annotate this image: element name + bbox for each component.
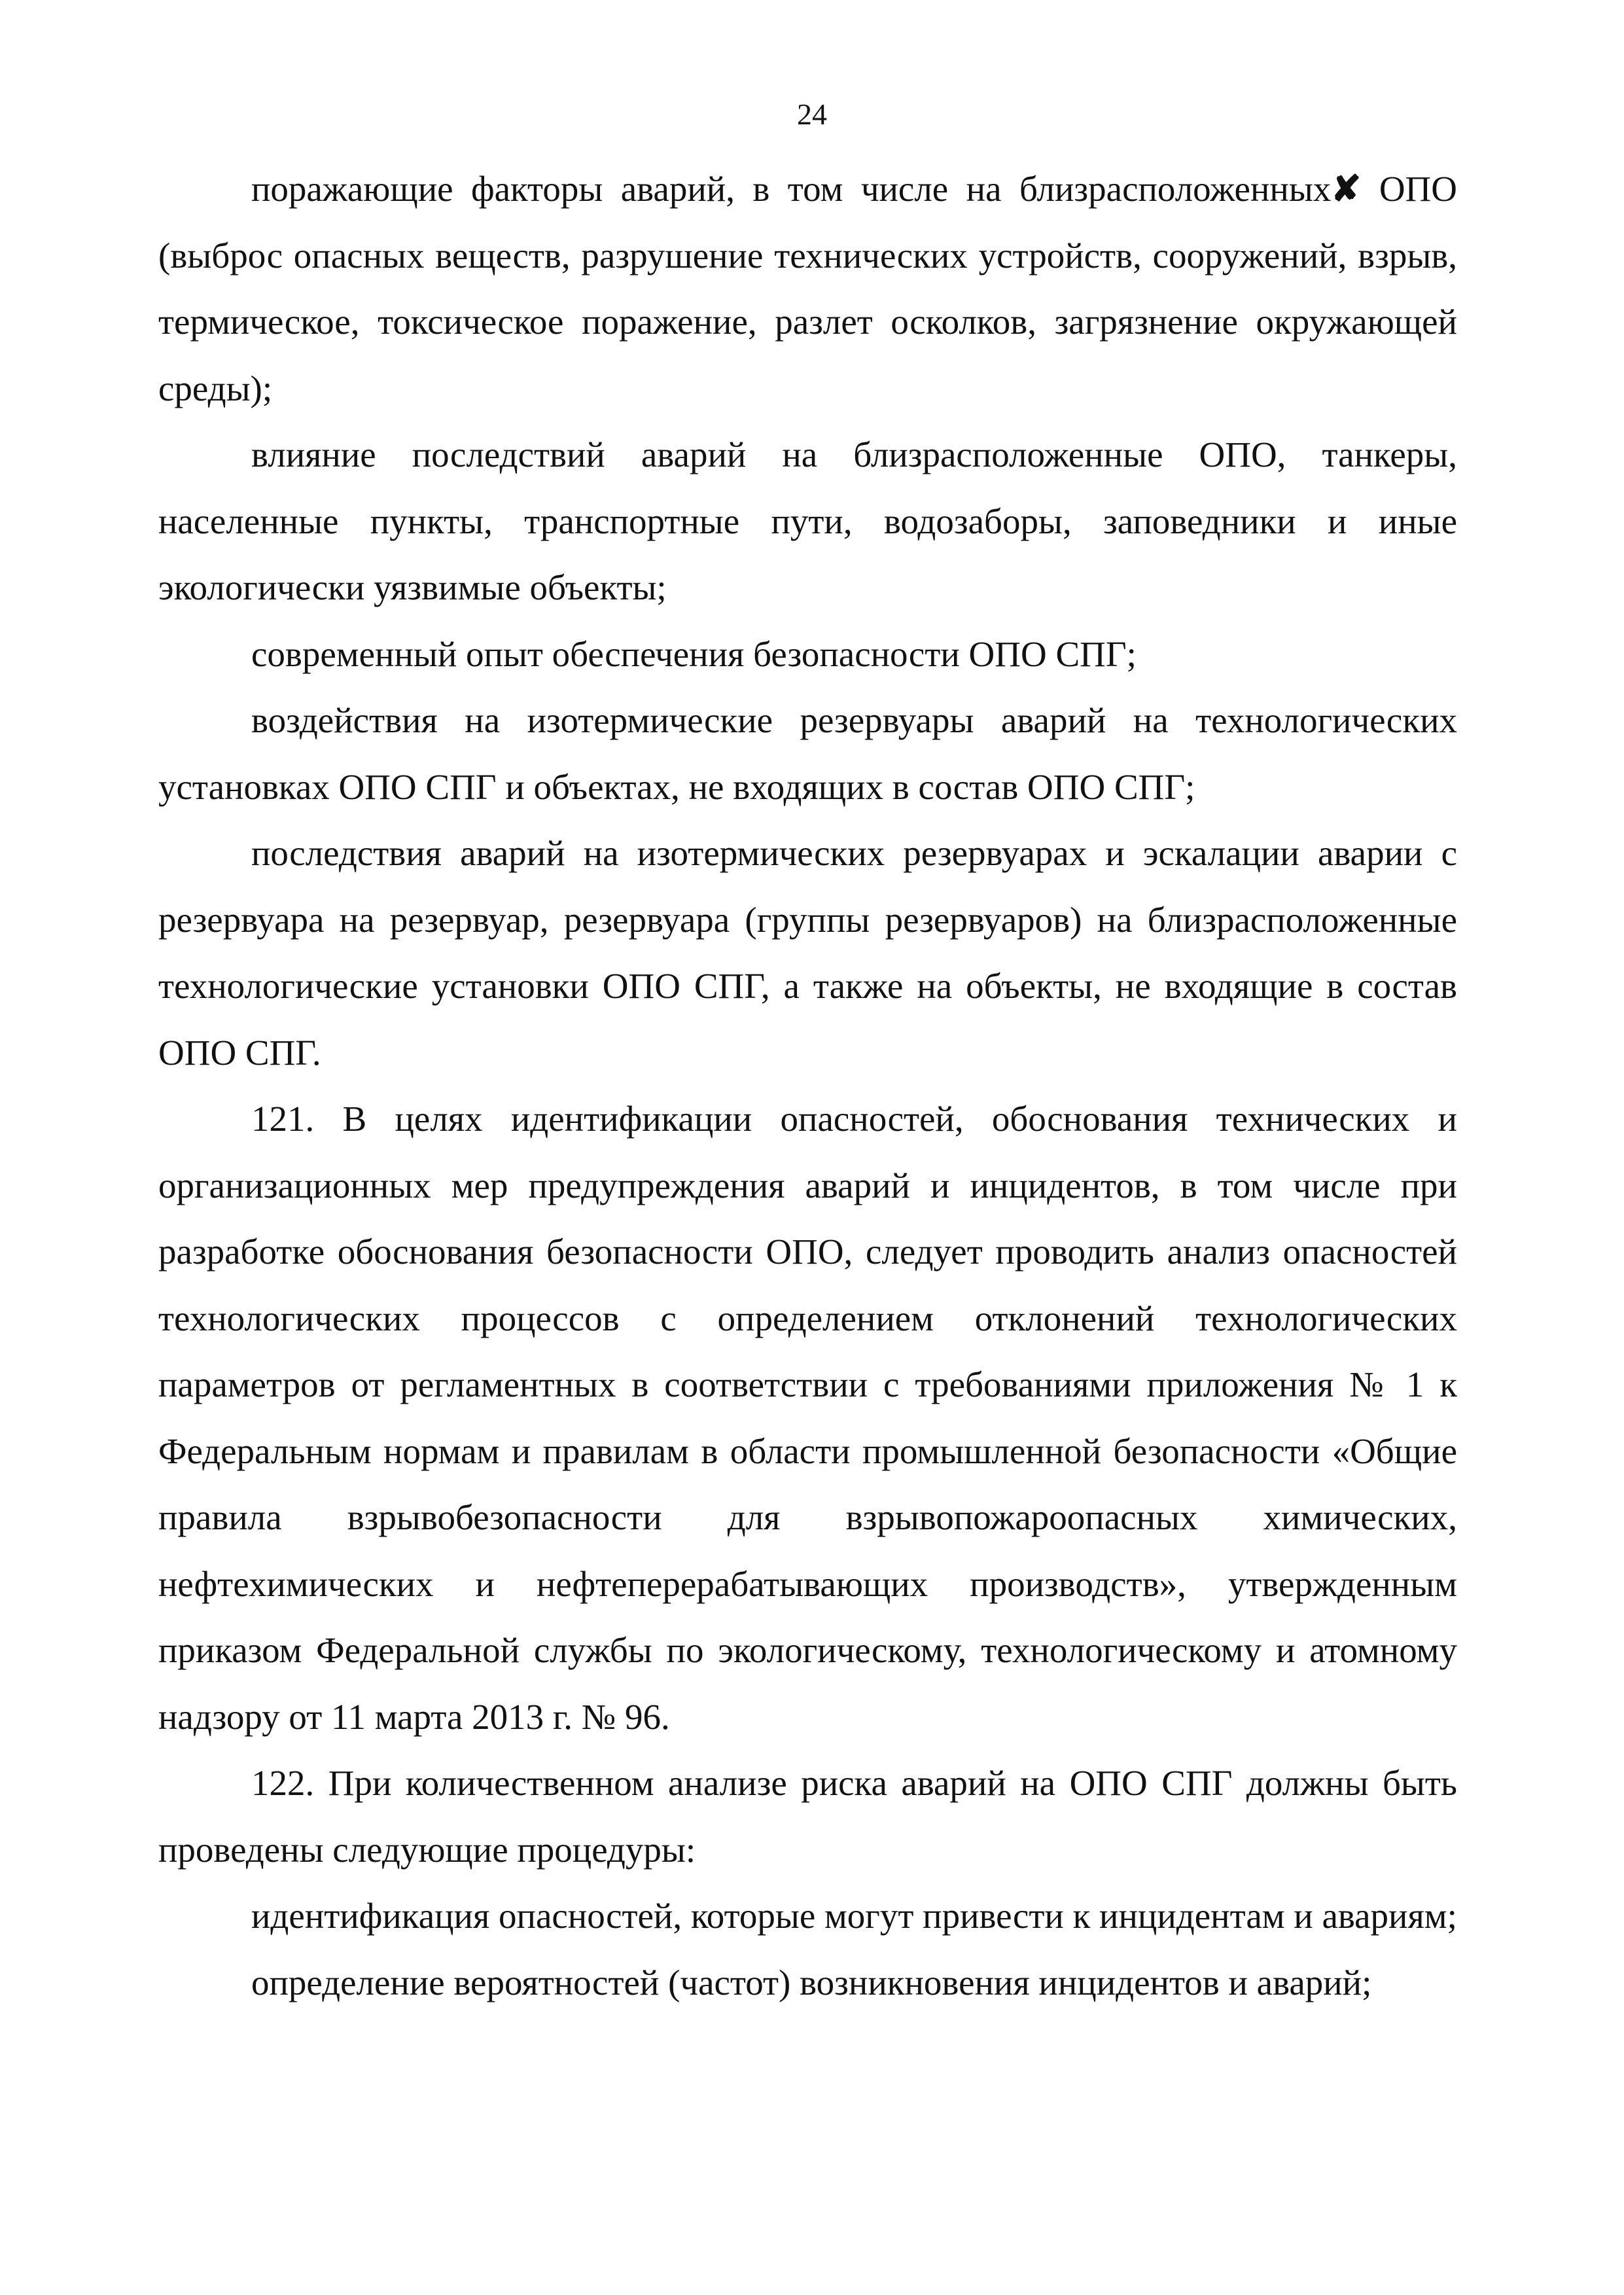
paragraph-consequences-influence: влияние последствий аварий на близрасположенные ОПО, танкеры, населенные пункты, транспортные пути, водозаборы, заповедники и иные экологически уязвимые объекты; <box>158 435 1457 607</box>
paragraph-text: поражающие факторы аварий, в том числе на близрасположенных <box>251 169 1332 209</box>
paragraph-clause-122: 122. При количественном анализе риска аварий на ОПО СПГ должны быть проведены следующие процедуры: <box>158 1763 1457 1870</box>
paragraph-escalation: последствия аварий на изотермических резервуарах и эскалации аварии с резервуара на резервуар, резервуара (группы резервуаров) на близрасположенные технологические установки ОПО СПГ, а также на объекты, не входящие в состав ОПО СПГ. <box>158 833 1457 1073</box>
paragraph-hazard-identification: идентификация опасностей, которые могут привести к инцидентам и авариям; <box>251 1896 1457 1936</box>
paragraph-text: ОПО (выброс опасных веществ, разрушение технических устройств, сооружений, взрыв, термическое, токсическое поражение, разлет осколков, загрязнение окружающей среды); <box>158 169 1457 408</box>
document-body <box>158 156 1457 2016</box>
paragraph-clause-121: 121. В целях идентификации опасностей, обоснования технических и организационных мер предупреждения аварий и инцидентов, в том числе при разработке обоснования безопасности ОПО, следует проводить анализ опасностей технологических процессов с определением отклонений технологических параметров от регламентных в соответствии с требованиями приложения № 1 к Федеральным нормам и правилам в области промышленной безопасности «Общие правила взрывобезопасности для взрывопожароопасных химических, нефтехимических и нефтеперерабатывающих производств», утвержденным приказом Федеральной службы по экологическому, технологическому и атомному надзору от 11 марта 2013 г. № 96. <box>158 1099 1457 1737</box>
paragraph-probability-determination: определение вероятностей (частот) возникновения инцидентов и аварий; <box>251 1962 1372 2002</box>
paragraph-damage-factors <box>158 156 1457 421</box>
page-number: 24 <box>797 98 827 131</box>
paragraph-modern-experience: современный опыт обеспечения безопасности ОПО СПГ; <box>251 633 1137 674</box>
handwritten-mark: ✘ <box>1331 169 1362 209</box>
paragraph-isothermal-impact: воздействия на изотермические резервуары аварий на технологических установках ОПО СПГ и объектах, не входящих в состав ОПО СПГ; <box>158 700 1457 807</box>
